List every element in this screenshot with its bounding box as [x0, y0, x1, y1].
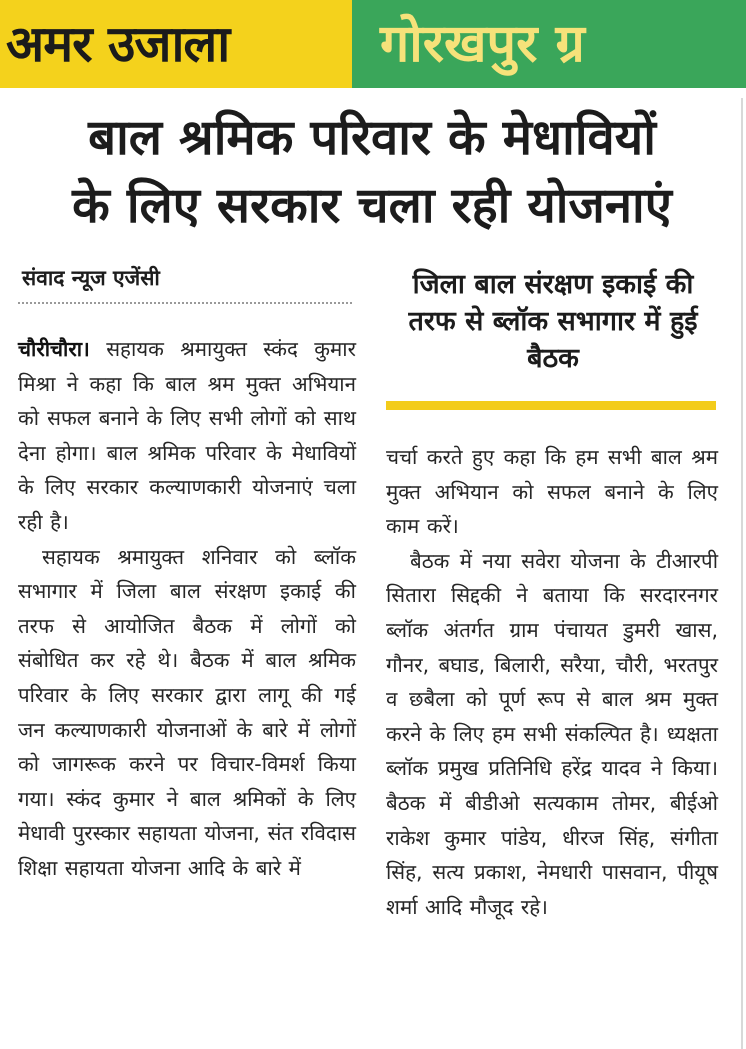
newspaper-masthead	[0, 0, 746, 88]
headline-line-2: के लिए सरकार चला रही योजनाएं	[72, 177, 672, 234]
article-paragraph: बैठक में नया सवेरा योजना के टीआरपी सितारा सिद्दकी ने बताया कि सरदारनगर ब्लॉक अंतर्गत ग्राम पंचायत डुमरी खास, गौनर, बघाड, बिलारी, सरैया, चौरी, भरतपुर व छबैला को पूर्ण रूप से बाल श्रम मुक्त करने के लिए हम सभी संकल्पित है। ध्यक्षता ब्लॉक प्रमुख प्रतिनिधि हरेंद्र यादव ने किया। बैठक में बीडीओ सत्यकाम तोमर, बीईओ राकेश कुमार पांडेय, धीरज सिंह, संगीता सिंह, सत्य प्रकाश, नेमधारी पासवान, पीयूष शर्मा आदि मौजूद रहे।	[386, 548, 718, 919]
page-edge-line	[741, 98, 743, 1049]
masthead-divider	[0, 88, 746, 94]
article-column-left	[18, 332, 356, 886]
article-byline: संवाद न्यूज एजेंसी	[22, 266, 160, 290]
article-headline	[18, 104, 726, 240]
subheadline-accent-bar	[386, 401, 716, 410]
headline-line-1: बाल श्रमिक परिवार के मेधावियों	[88, 109, 656, 166]
article-paragraph	[18, 332, 356, 540]
article-dateline: चौरीचौरा।	[18, 337, 90, 361]
byline-divider	[18, 302, 352, 304]
paragraph-text: सहायक श्रमायुक्त स्कंद कुमार मिश्रा ने कहा कि बाल श्रम मुक्त अभियान को सफल बनाने के लिए सभी लोगों को साथ देना होगा। बाल श्रमिक परिवार के मेधावियों के लिए सरकार कल्याणकारी योजनाएं चला रही है।	[18, 337, 356, 534]
article-subheadline: जिला बाल संरक्षण इकाई की तरफ से ब्लॉक सभागार में हुई बैठक	[408, 269, 698, 374]
newspaper-logo: अमर उजाला	[6, 15, 230, 73]
article-paragraph: चर्चा करते हुए कहा कि हम सभी बाल श्रम मुक्त अभियान को सफल बनाने के लिए काम करें।	[386, 445, 718, 539]
edition-banner	[352, 0, 746, 88]
edition-name: गोरखपुर ग्र	[380, 14, 585, 74]
article-column-right	[386, 440, 718, 924]
article-paragraph: सहायक श्रमायुक्त शनिवार को ब्लॉक सभागार में जिला बाल संरक्षण इकाई की तरफ से आयोजित बैठक में लोगों को संबोधित कर रहे थे। बैठक में बाल श्रमिक परिवार के लिए सरकार द्वारा लागू की गई जन कल्याणकारी योजनाओं के बारे में लोगों को जागरूक करने पर विचार-विमर्श किया गया। स्कंद कुमार ने बाल श्रमिकों के लिए मेधावी पुरस्कार सहायता योजना, संत रविदास शिक्षा सहायता योजना आदि के बारे में	[18, 544, 356, 880]
